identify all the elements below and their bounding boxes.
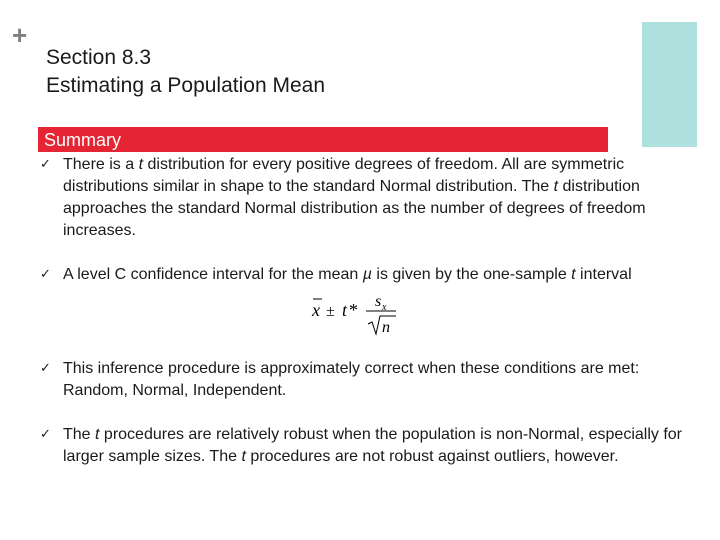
bullet-text: This inference procedure is approximately correct when these conditions are met: Random, Normal, Independent.	[63, 360, 640, 399]
formula-star: *	[349, 300, 358, 320]
bullet-italic-t: t	[138, 156, 144, 173]
corner-accent-block	[642, 22, 697, 147]
title-line-section: Section 8.3	[46, 46, 152, 69]
summary-header-bar	[38, 127, 608, 152]
formula-plus-minus: ±	[326, 303, 335, 320]
t-interval-formula	[38, 286, 688, 338]
bullet-text: A level C confidence interval for the mean	[63, 266, 363, 283]
bullet-text: is given by the one-sample	[371, 266, 572, 283]
checkmark-icon: ✓	[40, 427, 51, 442]
checkmark-icon: ✓	[40, 267, 51, 282]
formula-n: n	[382, 319, 390, 336]
bullet-italic-mu: µ	[362, 266, 372, 283]
bullet-robustness	[38, 424, 688, 468]
bullet-text: interval	[575, 266, 632, 283]
checkmark-icon: ✓	[40, 361, 51, 376]
title-line-topic: Estimating a Population Mean	[46, 74, 325, 97]
bullet-text: distribution approaches the standard Normal distribution as the number of degrees of freedom increases.	[63, 178, 646, 239]
formula-xbar: x	[312, 300, 320, 320]
summary-bullet-list	[38, 154, 688, 468]
bullet-confidence-interval	[38, 264, 688, 286]
formula-t: t	[342, 300, 348, 320]
bullet-italic-t: t	[571, 266, 576, 283]
bullet-conditions	[38, 358, 688, 402]
summary-label: Summary	[44, 130, 122, 150]
bullet-text: distribution for every positive degrees of freedom. All are symmetric distributions similar in shape to the standard Normal distribution. The	[63, 156, 625, 195]
checkmark-icon: ✓	[40, 157, 51, 172]
bullet-text: There is a	[63, 156, 139, 173]
bullet-t-distribution	[38, 154, 688, 242]
bullet-text: The	[63, 426, 96, 443]
slide-title	[46, 44, 325, 100]
bullet-text: procedures are not robust against outliers, however.	[245, 448, 619, 465]
bullet-text: procedures are relatively robust when the population is non-Normal, especially for larger sample sizes. The	[63, 426, 682, 465]
bullet-italic-t: t	[241, 448, 246, 465]
formula-graphic	[310, 286, 430, 338]
bullet-italic-t: t	[95, 426, 100, 443]
plus-mark: +	[12, 20, 28, 50]
bullet-italic-t: t	[553, 178, 559, 195]
formula-sub-x: x	[382, 302, 387, 313]
formula-s: s	[375, 293, 382, 310]
